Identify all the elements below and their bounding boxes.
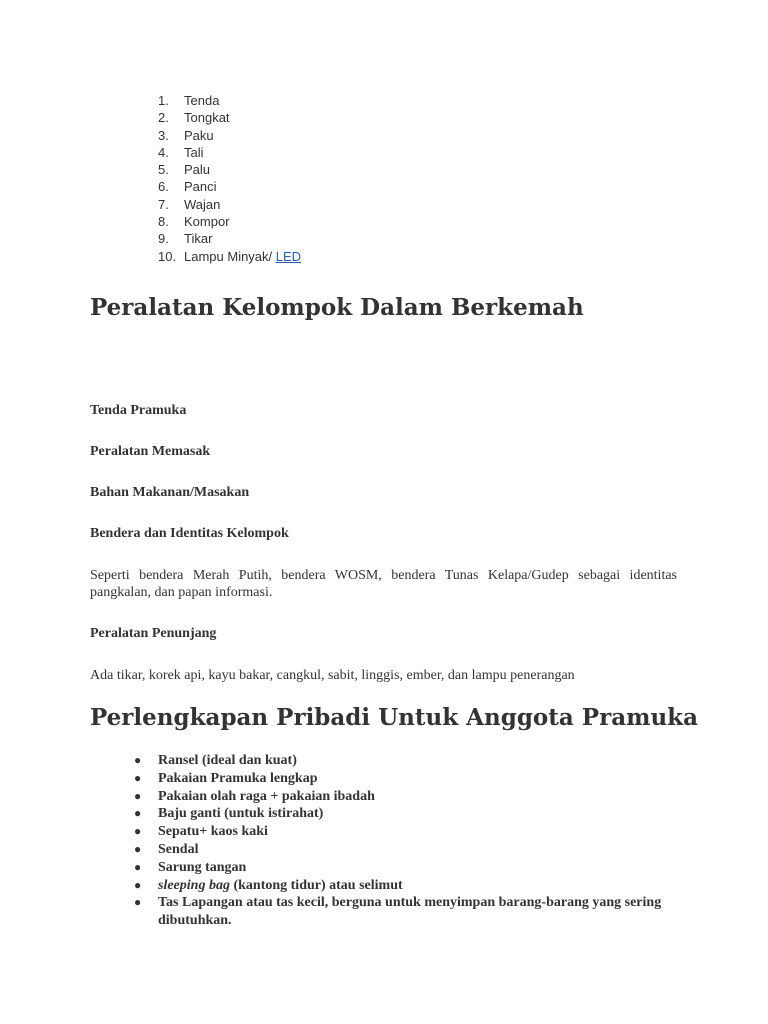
list-item: ● Sendal — [134, 841, 199, 857]
list-item: ● Pakaian Pramuka lengkap — [134, 770, 318, 786]
bullet-icon: ● — [134, 788, 142, 803]
list-item: 3. Paku — [158, 127, 214, 143]
list-item-text: Tikar — [184, 231, 213, 247]
list-item-text: Tali — [184, 144, 204, 160]
list-item: ● sleeping bag (kantong tidur) atau selimut — [134, 877, 403, 893]
bullet-icon: ● — [134, 859, 142, 874]
subheading-memasak: Peralatan Memasak — [90, 444, 211, 459]
list-item: ● Tas Lapangan atau tas kecil, berguna untuk menyimpan barang-barang yang sering dibutuhkan. — [134, 895, 662, 929]
list-item-text: Kompor — [184, 214, 230, 230]
group-equipment-heading: Peralatan Kelompok Dalam Berkemah — [90, 294, 584, 321]
bullet-icon: ● — [134, 877, 142, 892]
subheading-bahan: Bahan Makanan/Masakan — [90, 485, 250, 500]
list-item: ● Baju ganti (untuk istirahat) — [134, 806, 324, 822]
penunjang-paragraph: Ada tikar, korek api, kayu bakar, cangkul, sabit, linggis, ember, dan lampu penerangan — [90, 668, 575, 683]
list-item: 8. Kompor — [158, 214, 230, 230]
subheading-bendera: Bendera dan Identitas Kelompok — [90, 526, 289, 541]
list-item-text: Wajan — [184, 196, 221, 212]
subheading-tenda: Tenda Pramuka — [90, 403, 187, 418]
list-item: 2. Tongkat — [158, 110, 230, 126]
list-item: 10. Lampu Minyak/ LED — [158, 248, 302, 264]
list-item: ● Sarung tangan — [134, 859, 247, 875]
personal-equipment-heading: Perlengkapan Pribadi Untuk Anggota Pramuka — [90, 704, 699, 731]
bendera-paragraph: Seperti bendera Merah Putih, bendera WOSM, bendera Tunas Kelapa/Gudep sebagai identitas pangkalan, dan papan informasi. — [90, 568, 677, 600]
list-item: 5. Palu — [158, 162, 211, 178]
subheading-penunjang: Peralatan Penunjang — [90, 626, 217, 641]
list-item: ● Pakaian olah raga + pakaian ibadah — [134, 788, 375, 804]
list-item: 4. Tali — [158, 144, 204, 160]
bullet-icon: ● — [134, 770, 142, 785]
list-item: 7. Wajan — [158, 196, 221, 212]
bullet-icon: ● — [134, 841, 142, 856]
equipment-numbered-list — [158, 92, 301, 265]
list-item-text: Paku — [184, 127, 214, 143]
bullet-icon: ● — [134, 806, 142, 821]
list-item-text: Palu — [184, 162, 211, 178]
led-link[interactable]: LED — [275, 248, 302, 264]
bullet-icon: ● — [134, 895, 142, 910]
list-item: ● Sepatu+ kaos kaki — [134, 824, 268, 840]
list-item: 9. Tikar — [158, 231, 213, 247]
list-item-text: Tongkat — [184, 110, 230, 126]
list-item-text: Lampu Minyak/ LED — [184, 248, 302, 264]
list-item-text: Tenda — [184, 93, 220, 108]
list-item: ● Ransel (ideal dan kuat) — [134, 753, 297, 768]
list-item-text: Panci — [184, 179, 217, 195]
bullet-icon: ● — [134, 753, 142, 767]
bullet-icon: ● — [134, 824, 142, 839]
personal-equipment-list — [134, 752, 674, 930]
list-item: 1. Tenda — [158, 93, 220, 108]
list-item: 6. Panci — [158, 179, 217, 195]
